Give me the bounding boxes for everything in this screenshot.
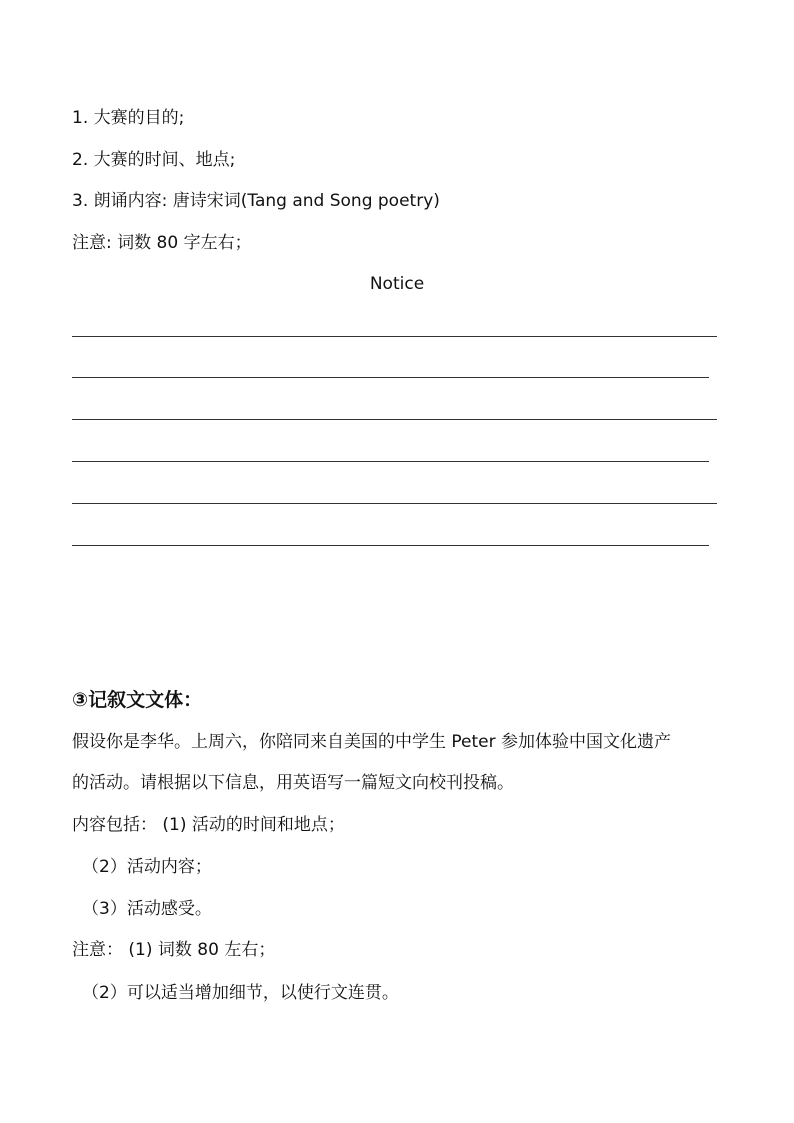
task-point-3: 3. 朗诵内容: 唐诗宋词(Tang and Song poetry): [72, 191, 440, 211]
writing-line[interactable]: [72, 377, 709, 378]
word-count-note: 注意: 词数 80 字左右；: [72, 233, 252, 253]
section-3-prompt-line-2: 的活动。请根据以下信息，用英语写一篇短文向校刊投稿。: [72, 773, 514, 793]
section-3-heading: ③记叙文文体：: [72, 689, 203, 711]
section-3-content-line-1: 内容包括： (1) 活动的时间和地点；: [72, 815, 345, 835]
writing-line[interactable]: [72, 503, 717, 504]
section-3-content-line-2: （2）活动内容；: [82, 857, 212, 877]
writing-line[interactable]: [72, 545, 709, 546]
section-3-prompt-line-1: 假设你是李华。上周六，你陪同来自美国的中学生 Peter 参加体验中国文化遗产: [72, 732, 672, 752]
writing-line[interactable]: [72, 336, 717, 337]
section-3-content-line-3: （3）活动感受。: [82, 899, 212, 919]
writing-line[interactable]: [72, 419, 717, 420]
section-3-note-line-2: （2）可以适当增加细节，以使行文连贯。: [82, 983, 399, 1003]
writing-line[interactable]: [72, 461, 709, 462]
task-point-2: 2. 大赛的时间、地点;: [72, 150, 236, 170]
task-point-1: 1. 大赛的目的;: [72, 108, 185, 128]
section-3-note-line-1: 注意： (1) 词数 80 左右；: [72, 940, 276, 960]
notice-title: Notice: [369, 274, 425, 294]
